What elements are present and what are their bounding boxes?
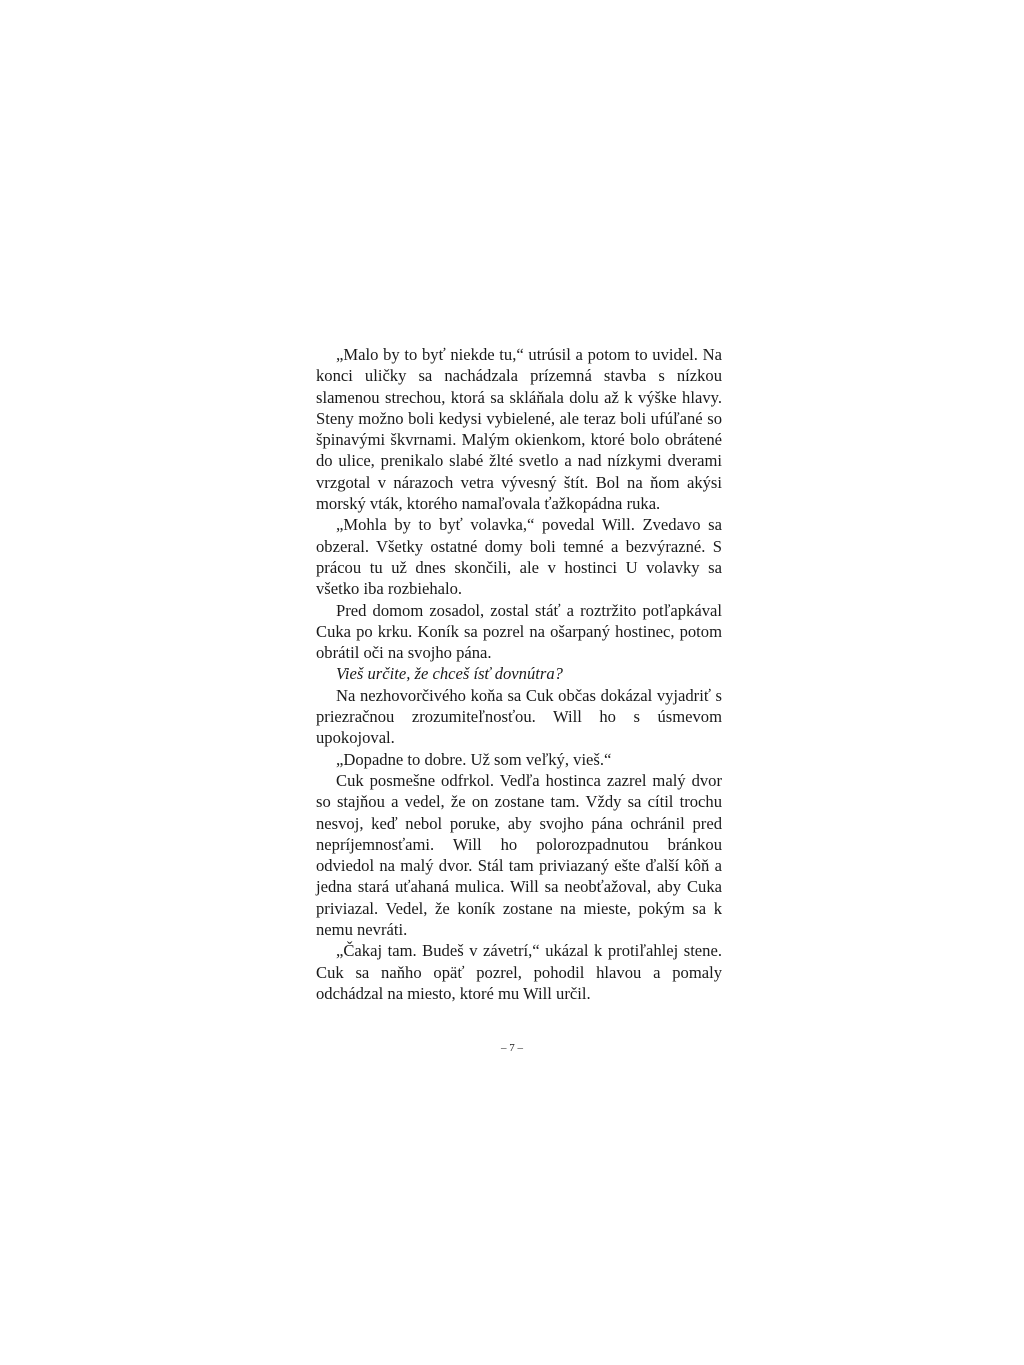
paragraph-5: Na nezhovorčivého koňa sa Cuk občas dokázal vyjadriť s priezračnou zrozumiteľnosťou. Will ho s úsmevom upokojoval. bbox=[316, 685, 722, 748]
paragraph-6: „Dopadne to dobre. Už som veľký, vieš.“ bbox=[336, 749, 612, 769]
body-text bbox=[316, 344, 722, 1004]
paragraph-1: „Malo by to byť niekde tu,“ utrúsil a potom to uvidel. Na konci uličky sa nachádzala prízemná stavba s nízkou slamenou strechou, ktorá sa skláňala dolu až k výške hlavy. Steny možno boli kedysi vybielené, ale teraz boli ufúľané so špinavými škvrnami. Malým okienkom, ktoré bolo obrátené do ulice, prenikalo slabé žlté svetlo a nad nízkymi dverami vrzgotal v nárazoch vetra vývesný štít. Bol na ňom akýsi morský vták, ktorého namaľovala ťažkopádna ruka. bbox=[316, 345, 722, 514]
paragraph-4-italic-thought: Vieš určite, že chceš ísť dovnútra? bbox=[336, 664, 563, 684]
page-number: – 7 – bbox=[501, 1042, 523, 1054]
paragraph-3: Pred domom zosadol, zostal stáť a roztržito potľapkával Cuka po krku. Koník sa pozrel na ošarpaný hostinec, potom obrátil oči na svojho pána. bbox=[316, 600, 722, 663]
paragraph-7: Cuk posmešne odfrkol. Vedľa hostinca zazrel malý dvor so stajňou a vedel, že on zostane tam. Vždy sa cítil trochu nesvoj, keď nebol poruke, aby svojho pána ochránil pred nepríjemnosťami. Will ho polorozpadnutou bránkou odviedol na malý dvor. Stál tam priviazaný ešte ďalší kôň a jedna stará uťahaná mulica. Will sa neobťažoval, aby Cuka priviazal. Vedel, že koník zostane na mieste, pokým sa k nemu nevráti. bbox=[316, 770, 722, 940]
paragraph-2: „Mohla by to byť volavka,“ povedal Will. Zvedavo sa obzeral. Všetky ostatné domy boli temné a bezvýrazné. S prácou tu už dnes skončili, ale v hostinci U volavky sa všetko iba rozbiehalo. bbox=[316, 515, 722, 599]
paragraph-8: „Čakaj tam. Budeš v závetrí,“ ukázal k protiľahlej stene. Cuk sa naňho opäť pozrel, pohodil hlavou a pomaly odchádzal na miesto, ktoré mu Will určil. bbox=[316, 941, 722, 1003]
